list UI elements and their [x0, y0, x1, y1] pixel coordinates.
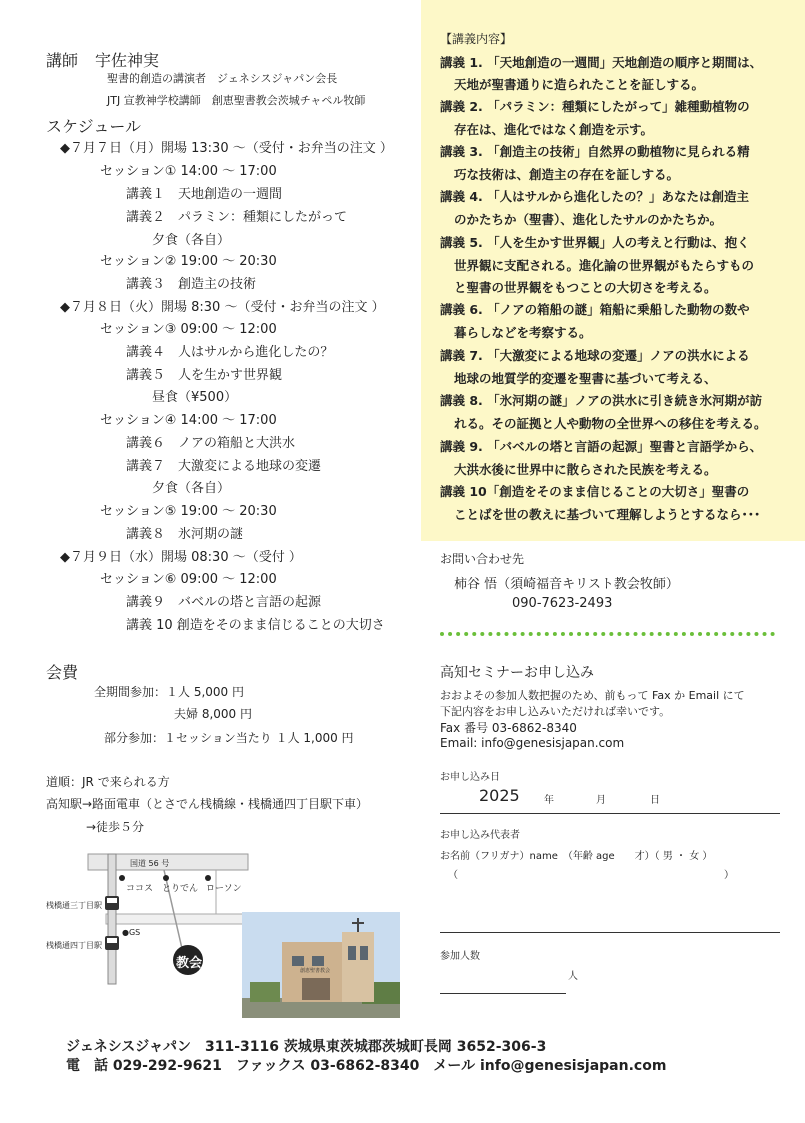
- schedule-session: セッション⑥ 09:00 ～ 12:00: [100, 572, 277, 587]
- fee-partial: 部分参加：１セッション当たり １人 1,000 円: [104, 731, 354, 745]
- apply-email: Email: info@genesisjapan.com: [440, 736, 625, 750]
- lecture-6-cont: 暮らしなどを考察する。: [454, 325, 592, 340]
- date-field-line[interactable]: [440, 813, 780, 814]
- map-toriden: とりでん: [162, 884, 199, 894]
- schedule-session: セッション⑤ 19:00 ～ 20:30: [100, 504, 277, 519]
- apply-desc-1: おおよその参加人数把握のため、前もって Fax か Email にて: [440, 689, 745, 702]
- schedule-session: セッション① 14:00 ～ 17:00: [100, 164, 277, 179]
- schedule-meal: 夕食（各自）: [152, 481, 231, 496]
- lecture-1: 講義 1. 「天地創造の一週間」天地創造の順序と期間は、: [440, 55, 763, 70]
- lecture-1-cont: 天地が聖書通りに造られたことを証しする。: [454, 77, 705, 92]
- schedule-lecture: 講義９ バベルの塔と言語の起源: [126, 595, 322, 610]
- name-field-line[interactable]: [440, 932, 780, 933]
- apply-rep-label: お申し込み代表者: [440, 830, 520, 841]
- schedule-day-3: ◆７月９日（水）開場 08:30 ～（受付 ）: [60, 550, 302, 565]
- paren-close[interactable]: ）: [724, 870, 734, 881]
- schedule-lecture: 講義８ 氷河期の謎: [126, 527, 244, 542]
- footer-address: ジェネシスジャパン 311-3116 茨城県東茨城郡茨城町長岡 3652-306-3: [66, 1039, 547, 1055]
- map-lawson: ローソン: [206, 884, 242, 894]
- lecture-5-cont: と聖書の世界観をもつことの大切さを考える。: [454, 280, 717, 295]
- apply-count-unit: 人: [568, 971, 578, 982]
- lecturer-label: 講師: [46, 51, 79, 70]
- schedule-lecture: 講義４ 人はサルから進化したの？: [126, 345, 334, 360]
- lecture-9-cont: 大洪水後に世界中に散らされた民族を考える。: [454, 462, 717, 477]
- lecture-4-cont: のかたちか（聖書）、進化したサルのかたちか。: [454, 212, 723, 227]
- fee-couple: 夫婦 8,000 円: [174, 707, 252, 721]
- contact-title: お問い合わせ先: [440, 552, 525, 566]
- map-graphic: [46, 848, 250, 988]
- photo-sign: 創恵聖書教会: [300, 968, 331, 974]
- apply-title: 高知セミナーお申し込み: [440, 665, 594, 681]
- contact-name: 柿谷 悟（須崎福音キリスト教会牧師）: [454, 577, 679, 592]
- lecturer-name: 宇佐神実: [95, 51, 160, 70]
- lecture-4: 講義 4. 「人はサルから進化したの？」あなたは創造主: [440, 189, 750, 204]
- lecture-5-cont: 世界観に支配される。進化論の世界観がもたらすもの: [454, 258, 755, 273]
- lecture-3-cont: 巧な技術は、創造主の存在を証しする。: [454, 167, 680, 182]
- apply-fax: Fax 番号 03-6862-8340: [440, 721, 577, 735]
- map-station-4: 桟橋通四丁目駅: [46, 941, 102, 950]
- directions-walk: →徒歩５分: [86, 820, 145, 834]
- footer-contact: 電 話 029-292-9621 ファックス 03-6862-8340 メール info@genesisjapan.com: [66, 1058, 667, 1074]
- schedule-lecture: 講義１ 天地創造の一週間: [126, 187, 283, 202]
- schedule-meal: 夕食（各自）: [152, 233, 231, 248]
- map-gs: ●GS: [122, 928, 141, 937]
- lecture-6: 講義 6. 「ノアの箱船の謎」箱船に乗船した動物の数や: [440, 302, 750, 317]
- tram-line: [108, 854, 116, 984]
- directions-title: 道順：JR で来られる方: [46, 775, 170, 789]
- cocos-dot: [119, 875, 125, 881]
- church-photo-graphic: [242, 912, 400, 1018]
- schedule-lecture: 講義５ 人を生かす世界観: [126, 368, 283, 383]
- lecture-7: 講義 7. 「大激変による地球の変遷」ノアの洪水による: [440, 348, 750, 363]
- apply-name-fields: お名前（フリガナ）name （年齢 age 才）（ 男 ・ 女 ）: [440, 851, 713, 862]
- dotted-divider: [440, 632, 775, 636]
- schedule-lecture: 講義６ ノアの箱船と大洪水: [126, 436, 296, 451]
- lecturer-role-2: JTJ 宣教神学校講師 創恵聖書教会茨城チャペル牧師: [107, 94, 366, 107]
- map-church-label: 教会: [176, 956, 203, 971]
- contact-phone: 090-7623-2493: [512, 596, 613, 611]
- schedule-session: セッション③ 09:00 ～ 12:00: [100, 322, 277, 337]
- schedule-day-1: ◆７月７日（月）開場 13:30 ～（受付・お弁当の注文 ）: [60, 141, 393, 156]
- lecture-9: 講義 9. 「バベルの塔と言語の起源」聖書と言語学から、: [440, 439, 763, 454]
- schedule-lecture: 講義 10 創造をそのまま信じることの大切さ: [126, 618, 385, 633]
- apply-year: 2025: [479, 786, 520, 805]
- schedule-lecture: 講義２ パラミン：種類にしたがって: [126, 210, 348, 225]
- lecture-3: 講義 3. 「創造主の技術」自然界の動植物に見られる精: [440, 144, 750, 159]
- lecture-2-cont: 存在は、進化ではなく創造を示す。: [454, 122, 654, 137]
- schedule-lecture: 講義７ 大激変による地球の変遷: [126, 459, 322, 474]
- access-map: [46, 848, 250, 988]
- count-field-line[interactable]: [440, 993, 566, 994]
- map-road-label: 国道 56 号: [130, 859, 170, 868]
- fee-full: 全期間参加：１人 5,000 円: [94, 685, 244, 699]
- map-station-3: 桟橋通三丁目駅: [46, 901, 102, 910]
- fee-title: 会費: [46, 663, 79, 682]
- apply-count-label: 参加人数: [440, 951, 480, 962]
- schedule-session: セッション② 19:00 ～ 20:30: [100, 254, 277, 269]
- lecture-10-cont: ことばを世の教えに基づいて理解しようとするなら･･･: [454, 507, 761, 522]
- paren-open: （: [448, 870, 458, 881]
- road-horizontal: [106, 914, 250, 924]
- schedule-day-2: ◆７月８日（火）開場 8:30 ～（受付・お弁当の注文 ）: [60, 300, 385, 315]
- apply-month-unit: 月: [596, 795, 606, 806]
- schedule-lecture: 講義３ 創造主の技術: [126, 277, 257, 292]
- schedule-meal: 昼食（¥500）: [152, 390, 238, 405]
- lecture-2: 講義 2. 「パラミン：種類にしたがって」雑種動植物の: [440, 99, 750, 114]
- lecture-title: 【講義内容】: [440, 32, 513, 46]
- lecture-7-cont: 地球の地質学的変遷を聖書に基づいて考える、: [454, 371, 717, 386]
- lecture-10: 講義 10「創造をそのまま信じることの大切さ」聖書の: [440, 484, 750, 499]
- directions-route: 高知駅→路面電車（とさでん桟橋線・桟橋通四丁目駅下車）: [46, 797, 369, 811]
- lecture-5: 講義 5. 「人を生かす世界観」人の考えと行動は、抱く: [440, 235, 750, 250]
- apply-year-unit: 年: [544, 795, 554, 806]
- map-cocos: ココス: [126, 884, 154, 894]
- lecture-8-cont: れる。その証拠と人や動物の全世界への移住を考える。: [454, 416, 767, 431]
- apply-desc-2: 下記内容をお申し込みいただければ幸いです。: [440, 705, 671, 718]
- schedule-title: スケジュール: [46, 117, 142, 136]
- apply-day-unit: 日: [650, 795, 660, 806]
- apply-date-label: お申し込み日: [440, 772, 500, 783]
- church-photo: [242, 912, 400, 1018]
- lecture-8: 講義 8. 「氷河期の謎」ノアの洪水に引き続き氷河期が訪: [440, 393, 763, 408]
- lecturer-role-1: 聖書的創造の講演者 ジェネシスジャパン会長: [107, 72, 338, 85]
- schedule-session: セッション④ 14:00 ～ 17:00: [100, 413, 277, 428]
